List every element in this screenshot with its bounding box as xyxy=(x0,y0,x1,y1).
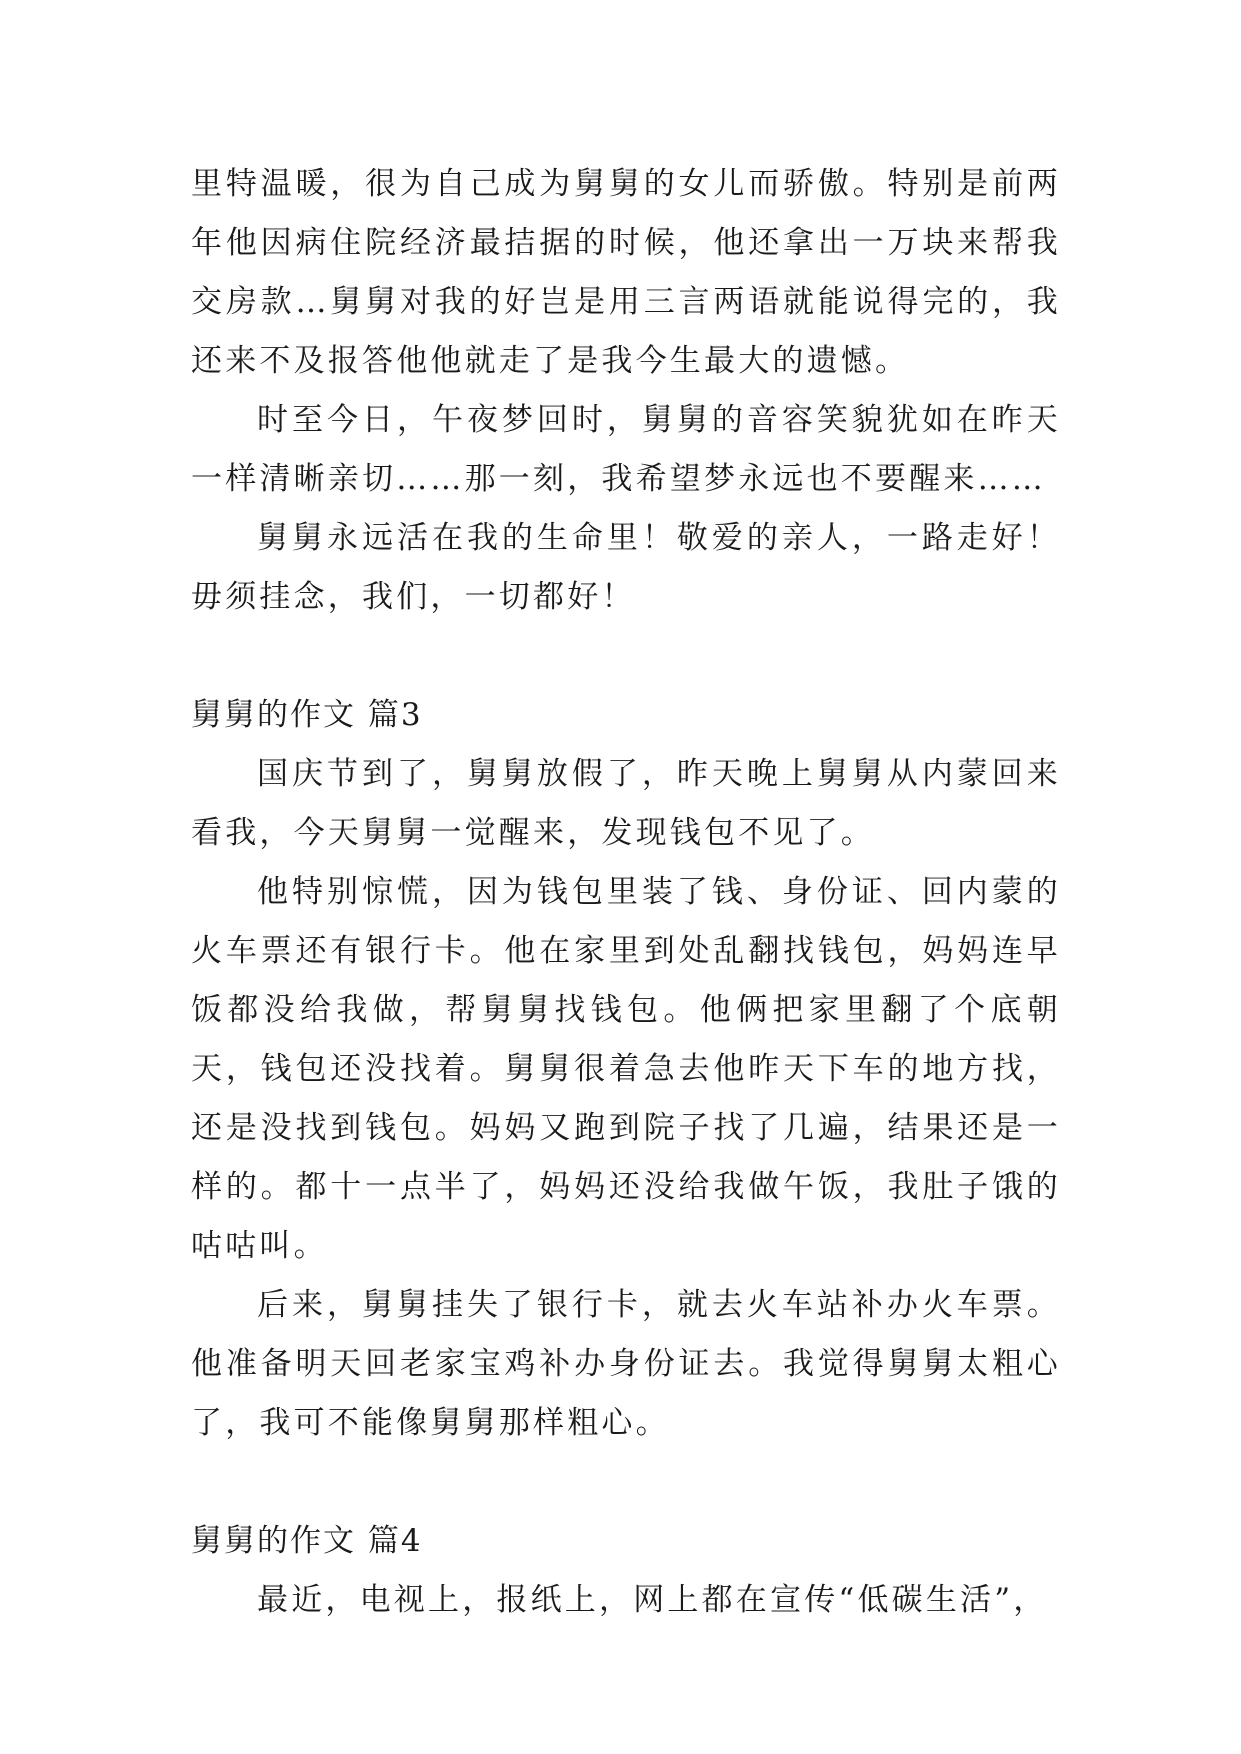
section-heading: 舅舅的作文 篇4 xyxy=(191,1523,423,1559)
paragraph: 最近，电视上，报纸上，网上都在宣传“低碳生活”， xyxy=(257,1582,1048,1618)
paragraph: 后来，舅舅挂失了银行卡，就去火车站补办火车票。他准备明天回老家宝鸡补办身份证去。我觉得舅舅太粗心了，我可不能像舅舅那样粗心。 xyxy=(191,1287,1061,1441)
paragraph: 国庆节到了，舅舅放假了，昨天晚上舅舅从内蒙回来看我，今天舅舅一觉醒来，发现钱包不见了。 xyxy=(191,756,1061,851)
paragraph: 舅舅永远活在我的生命里！敬爱的亲人，一路走好！毋须挂念，我们，一切都好！ xyxy=(191,520,1061,615)
paragraph: 里特温暖，很为自己成为舅舅的女儿而骄傲。特别是前两年他因病住院经济最拮据的时候，他还拿出一万块来帮我交房款…舅舅对我的好岂是用三言两语就能说得完的，我还来不及报答他他就走了是我今生最大的遗憾。 xyxy=(191,166,1061,379)
paragraph: 时至今日，午夜梦回时，舅舅的音容笑貌犹如在昨天一样清晰亲切……那一刻，我希望梦永远也不要醒来…… xyxy=(191,402,1061,497)
document-body xyxy=(191,155,1061,1630)
section-gap xyxy=(191,1453,1061,1512)
paragraph: 他特别惊慌，因为钱包里装了钱、身份证、回内蒙的火车票还有银行卡。他在家里到处乱翻找钱包，妈妈连早饭都没给我做，帮舅舅找钱包。他俩把家里翻了个底朝天，钱包还没找着。舅舅很着急去他昨天下车的地方找，还是没找到钱包。妈妈又跑到院子找了几遍，结果还是一样的。都十一点半了，妈妈还没给我做午饭，我肚子饿的咕咕叫。 xyxy=(191,874,1061,1264)
section-gap xyxy=(191,627,1061,686)
section-heading: 舅舅的作文 篇3 xyxy=(191,697,423,733)
